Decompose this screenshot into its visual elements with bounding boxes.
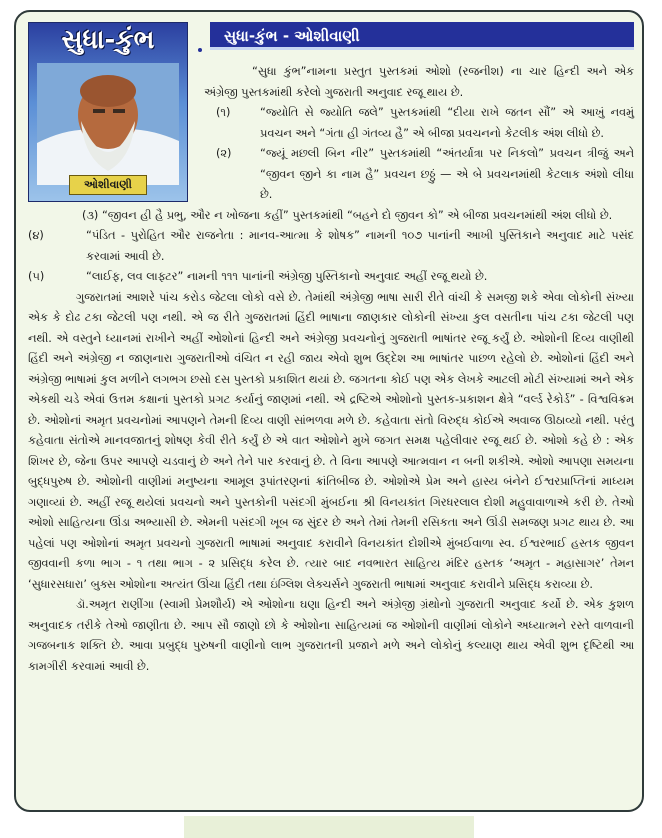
cover-title: સુધા-કુંભ xyxy=(61,25,155,55)
list-item-text: “પંડિત - પુરોહિત ઔર રાજનેતા : માનવ-આત્મા કે શોષક” નામની ૧૦૭ પાનાંની આખી પુસ્તિકાને અનુવાદ માટે પસંદ કરવામાં આવી છે. xyxy=(86,229,634,263)
article-card xyxy=(14,10,644,812)
list-item-number: (૪) xyxy=(28,229,44,242)
list-item-text: “જ્યૂં મછલી બિન નીર” પુસ્તકમાંથી “અંતર્યાત્રા પર નિકલો” પ્રવચન ત્રીજું અને “જીવન જીને કા નામ હૈ” પ્રવચન છઠ્ઠું — એ બે પ્રવચનમાંથી કેટલાક અંશો લીધા છે. xyxy=(260,147,634,201)
list-item xyxy=(204,103,634,144)
intro-block xyxy=(204,62,634,206)
list-item-number: (૫) xyxy=(28,270,45,283)
body-paragraph: ડૉ.અમૃત રાણીંગા (સ્વામી પ્રેમશૌર્ય) એ ઓશોના ઘણા હિન્દી અને અંગ્રેજી ગ્રંથોનો ગુજરાતી અનુવાદ કર્યો છે. એક કુશળ અનુવાદક તરીકે તેઓ જાણીતા છે. આપ સૌ જાણો છો કે ઓશોના સાહિત્યમાં જ ઓશોની વાણીમાં લોકોને અધ્યાત્મને રસ્તે વાળવાની ગજબનાક શક્તિ છે. આવા પ્રબુદ્ધ પુરુષની વાણીનો લાભ ગુજરાતની પ્રજાને મળે અને લોકોનું કલ્યાણ થાય એવી શુભ દૃષ્ટિથી આ કામગીરી કરવામાં આવી છે. xyxy=(28,598,634,673)
list-item xyxy=(28,206,634,227)
footer-box xyxy=(184,816,474,838)
header-dot xyxy=(198,48,202,52)
list-item-number: (૨) xyxy=(216,147,232,160)
list-item-number: (૧) xyxy=(216,106,231,119)
list-item-text: “જીવન હી હૈ પ્રભુ, ઔર ન ખોજના કહીં” પુસ્તકમાંથી “બહને દો જીવન કો” એ બીજા પ્રવચનમાંથી અંશ લીધો છે. xyxy=(101,208,613,222)
list-item xyxy=(28,267,634,288)
intro-paragraph: “સુધા કુંભ”નામના પ્રસ્તુત પુસ્તકમાં ઓશો (રજનીશ) ના ચાર હિન્દી અને એક અંગ્રેજી પુસ્તકમાંથી કરેલો ગુજરાતી અનુવાદ રજૂ થાય છે. xyxy=(204,65,634,99)
list-item-text: “લાઈફ, લવ લાફ્ટર” નામની ૧૧૧ પાનાંની અંગ્રેજી પુસ્તિકાનો અનુવાદ અહીં રજૂ થયો છે. xyxy=(86,270,488,283)
list-item-text: “જ્યોતિ સે જ્યોતિ જલે” પુસ્તકમાંથી “દીયા રાખે જતન સૌં” એ આખું નવમું પ્રવચન અને “ગંતા હી ગંતવ્ય હૈ” એ બીજા પ્રવચનનો કેટલીક અંશ લીધો છે. xyxy=(260,106,634,140)
list-item xyxy=(204,144,634,206)
list-item-number: (૩) xyxy=(82,208,99,222)
page-title: સુધા-કુંભ - ઓશીવાણી xyxy=(210,22,634,50)
list-item xyxy=(28,226,634,267)
cover-author-label: ઓશીવાણી xyxy=(69,175,147,195)
body-paragraph: ગુજરાતમાં આશરે પાંચ કરોડ જેટલા લોકો વસે છે. તેમાંથી અંગ્રેજી ભાષા સારી રીતે વાંચી કે સમજી શકે એવા લોકોની સંખ્યા એક કે દોઢ ટકા જેટલી પણ નથી. એ જ રીતે ગુજરાતમાં હિંદી ભાષાના જાણકાર લોકોની સંખ્યા કુલ વસતીના પાંચ ટકા જેટલી પણ નથી. એ વસ્તુને ધ્યાનમાં રાખીને અહીં ઓશોનાં હિન્દી અને અંગ્રેજી પ્રવચનોનું ગુજરાતી ભાષાંતર રજૂ કર્યું છે. ઓશોની દિવ્ય વાણીથી હિંદી અને અંગ્રેજી ન જાણનારા ગુજરાતીઓ વંચિત ન રહી જાય એવો શુભ ઉદ્દેશ આ ભાષાંતર પાછળ રહેલો છે. ઓશોનાં હિંદી અને અંગ્રેજી ભાષામાં કુલ મળીને લગભગ છસો દસ પુસ્તકો પ્રકાશિત થયાં છે. જગતના કોઈ પણ એક લેખકે આટલી મોટી સંખ્યામાં અને એક એકથી ચડે એવાં ઉત્તમ કક્ષાનાં પુસ્તકો પ્રગટ કર્યાનું જાણમાં નથી. એ દ્રષ્ટિએ ઓશોનો પુસ્તક-પ્રકાશન ક્ષેત્રે “વર્લ્ડ રેકોર્ડ” - વિશ્વવિક્રમ છે. ઓશોનાં અમૃત પ્રવચનોમાં આપણને તેમની દિવ્ય વાણી સાંભળવા મળે છે. કહેવાતા સંતો વિરુદ્ધ કોઈએ અવાજ ઊઠાવ્યો નથી. પરંતુ કહેવાતા સંતોએ માનવજાતનું શોષણ કેવી રીતે કર્યું છે એ વાત ઓશોને મુખે જગત સમક્ષ પહેલીવાર રજૂ થઈ છે. ઓશો કહે છે : એક શિખર છે, જેના ઉપર આપણે ચડવાનું છે અને તેને પાર કરવાનું છે. તે વિના આપણે આત્મવાન ન બની શકીએ. ઓશો આપણા સમયના બુદ્ધપુરુષ છે. ઓશોની વાણીમાં મનુષ્યના આમૂલ રૂપાંતરણનાં ક્રાંતિબીજ છે. ઓશોએ પ્રેમ અને હાસ્ય બંનેને ઈશ્વરપ્રાપ્તિનાં માધ્યમ ગણાવ્યાં છે. અહીં રજૂ થયેલાં પ્રવચનો અને પુસ્તકોની પસંદગી મુંબઈના શ્રી વિનયકાંત ગિરધરલાલ દોશી મહુવાવાળાએ કરી છે. તેઓ ઓશો સાહિત્યના ઊંડા અભ્યાસી છે. એમની પસંદગી ખૂબ જ સુંદર છે અને તેમાં તેમની રસિકતા અને ઊંડી સમજણ પ્રગટ થાય છે. આ પહેલાં પણ ઓશોનાં અમૃત પ્રવચનો ગુજરાતી ભાષામાં અનુવાદ કરાવીને વિનયકાંત દોશીએ મુંબઈવાળા સ્વ. ઈશ્વરભાઈ હસ્તક જીવન જીવવાની કળા ભાગ - ૧ તથા ભાગ - ૨ પ્રસિદ્ધ કરેલ છે. ત્યાર બાદ નવભારત સાહિત્ય મંદિર હસ્તક ‘અમૃત - મહાસાગર’ તેમન ‘સુધારસધારા’ બુક્સ ઓશોના અત્યંત ઊંચા હિંદી તથા ઇંગ્લિશ લેક્ચર્સને ગુજરાતી ભાષામાં અનુવાદ કરાવીને પ્રસિદ્ધ કરાવ્યા છે. xyxy=(28,290,634,591)
article-body xyxy=(28,62,634,677)
